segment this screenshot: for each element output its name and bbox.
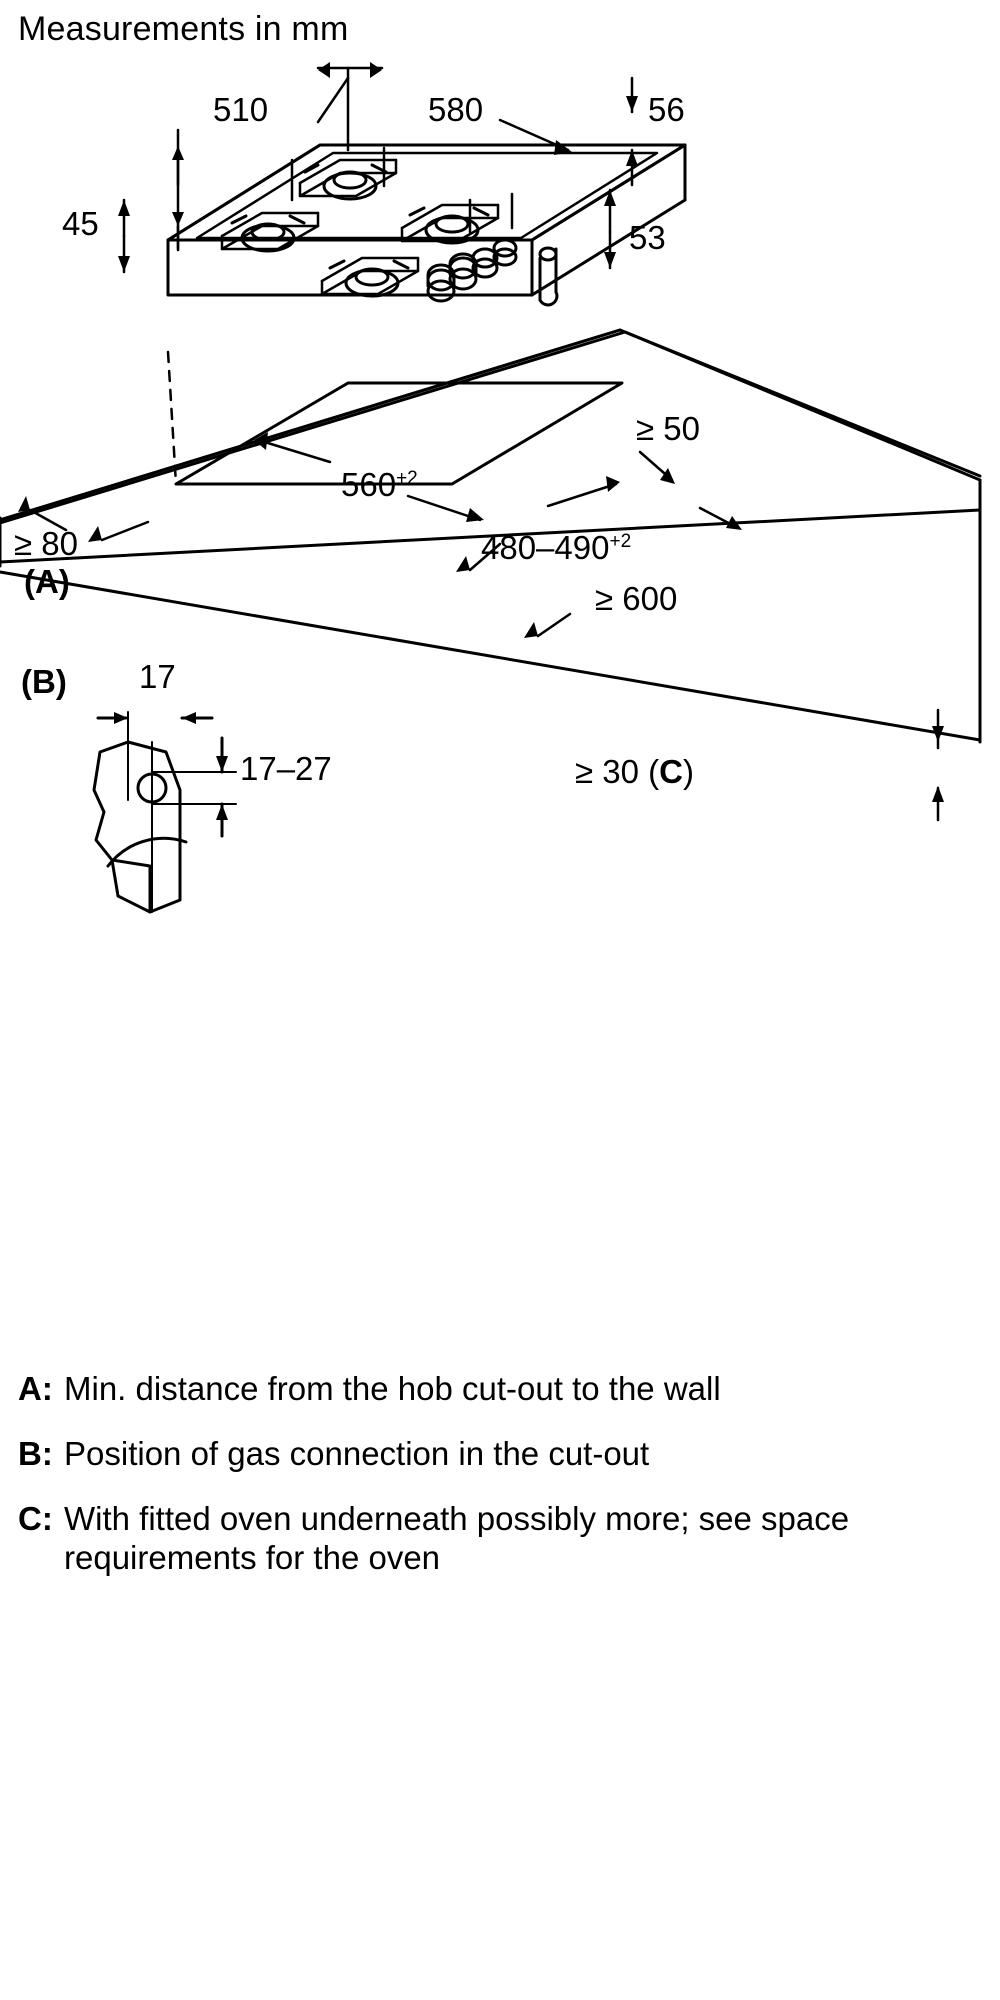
legend-key-b: B: [18, 1434, 53, 1472]
label-45: 45 [62, 205, 99, 242]
legend-key-c: C: [18, 1499, 53, 1537]
label-min-30-key: C [659, 753, 683, 790]
label-510: 510 [213, 91, 269, 128]
label-17-27: 17–27 [240, 750, 332, 787]
legend-text-b: Position of gas connection in the cut-out [64, 1434, 650, 1472]
label-580: 580 [428, 91, 484, 128]
label-cutout-560: $560^{+2}$ [341, 466, 418, 503]
legend-item-c [18, 1500, 958, 1578]
label-key-a: (A) [24, 563, 70, 600]
label-cutout-480-490: $480-490^{+2}$ [481, 529, 632, 566]
legend-item-b [18, 1435, 958, 1474]
label-cutout-480-490-tolerance: +2 [609, 531, 632, 552]
label-min-30-c: ≥ 30 (C) [575, 753, 694, 790]
hob-illustration [168, 145, 685, 305]
page-title: Measurements in mm [18, 10, 349, 48]
legend-item-a [18, 1370, 958, 1409]
label-53: 53 [629, 219, 666, 256]
legend [18, 1370, 958, 1604]
label-min-30-tail: ) [683, 753, 694, 790]
label-key-b: (B) [21, 663, 67, 700]
label-cutout-560-tolerance: +2 [396, 468, 418, 489]
legend-text-a: Min. distance from the hob cut-out to the wall [64, 1370, 721, 1407]
label-min-600: ≥ 600 [595, 580, 678, 617]
gas-connection-detail [94, 712, 236, 912]
label-17: 17 [139, 658, 176, 695]
label-min-80: ≥ 80 [14, 525, 78, 562]
legend-key-a: A: [18, 1370, 53, 1407]
label-56: 56 [648, 91, 685, 128]
legend-text-c: With fitted oven underneath possibly more; see space requirements for the oven [64, 1499, 850, 1576]
label-min-50: ≥ 50 [636, 410, 700, 447]
